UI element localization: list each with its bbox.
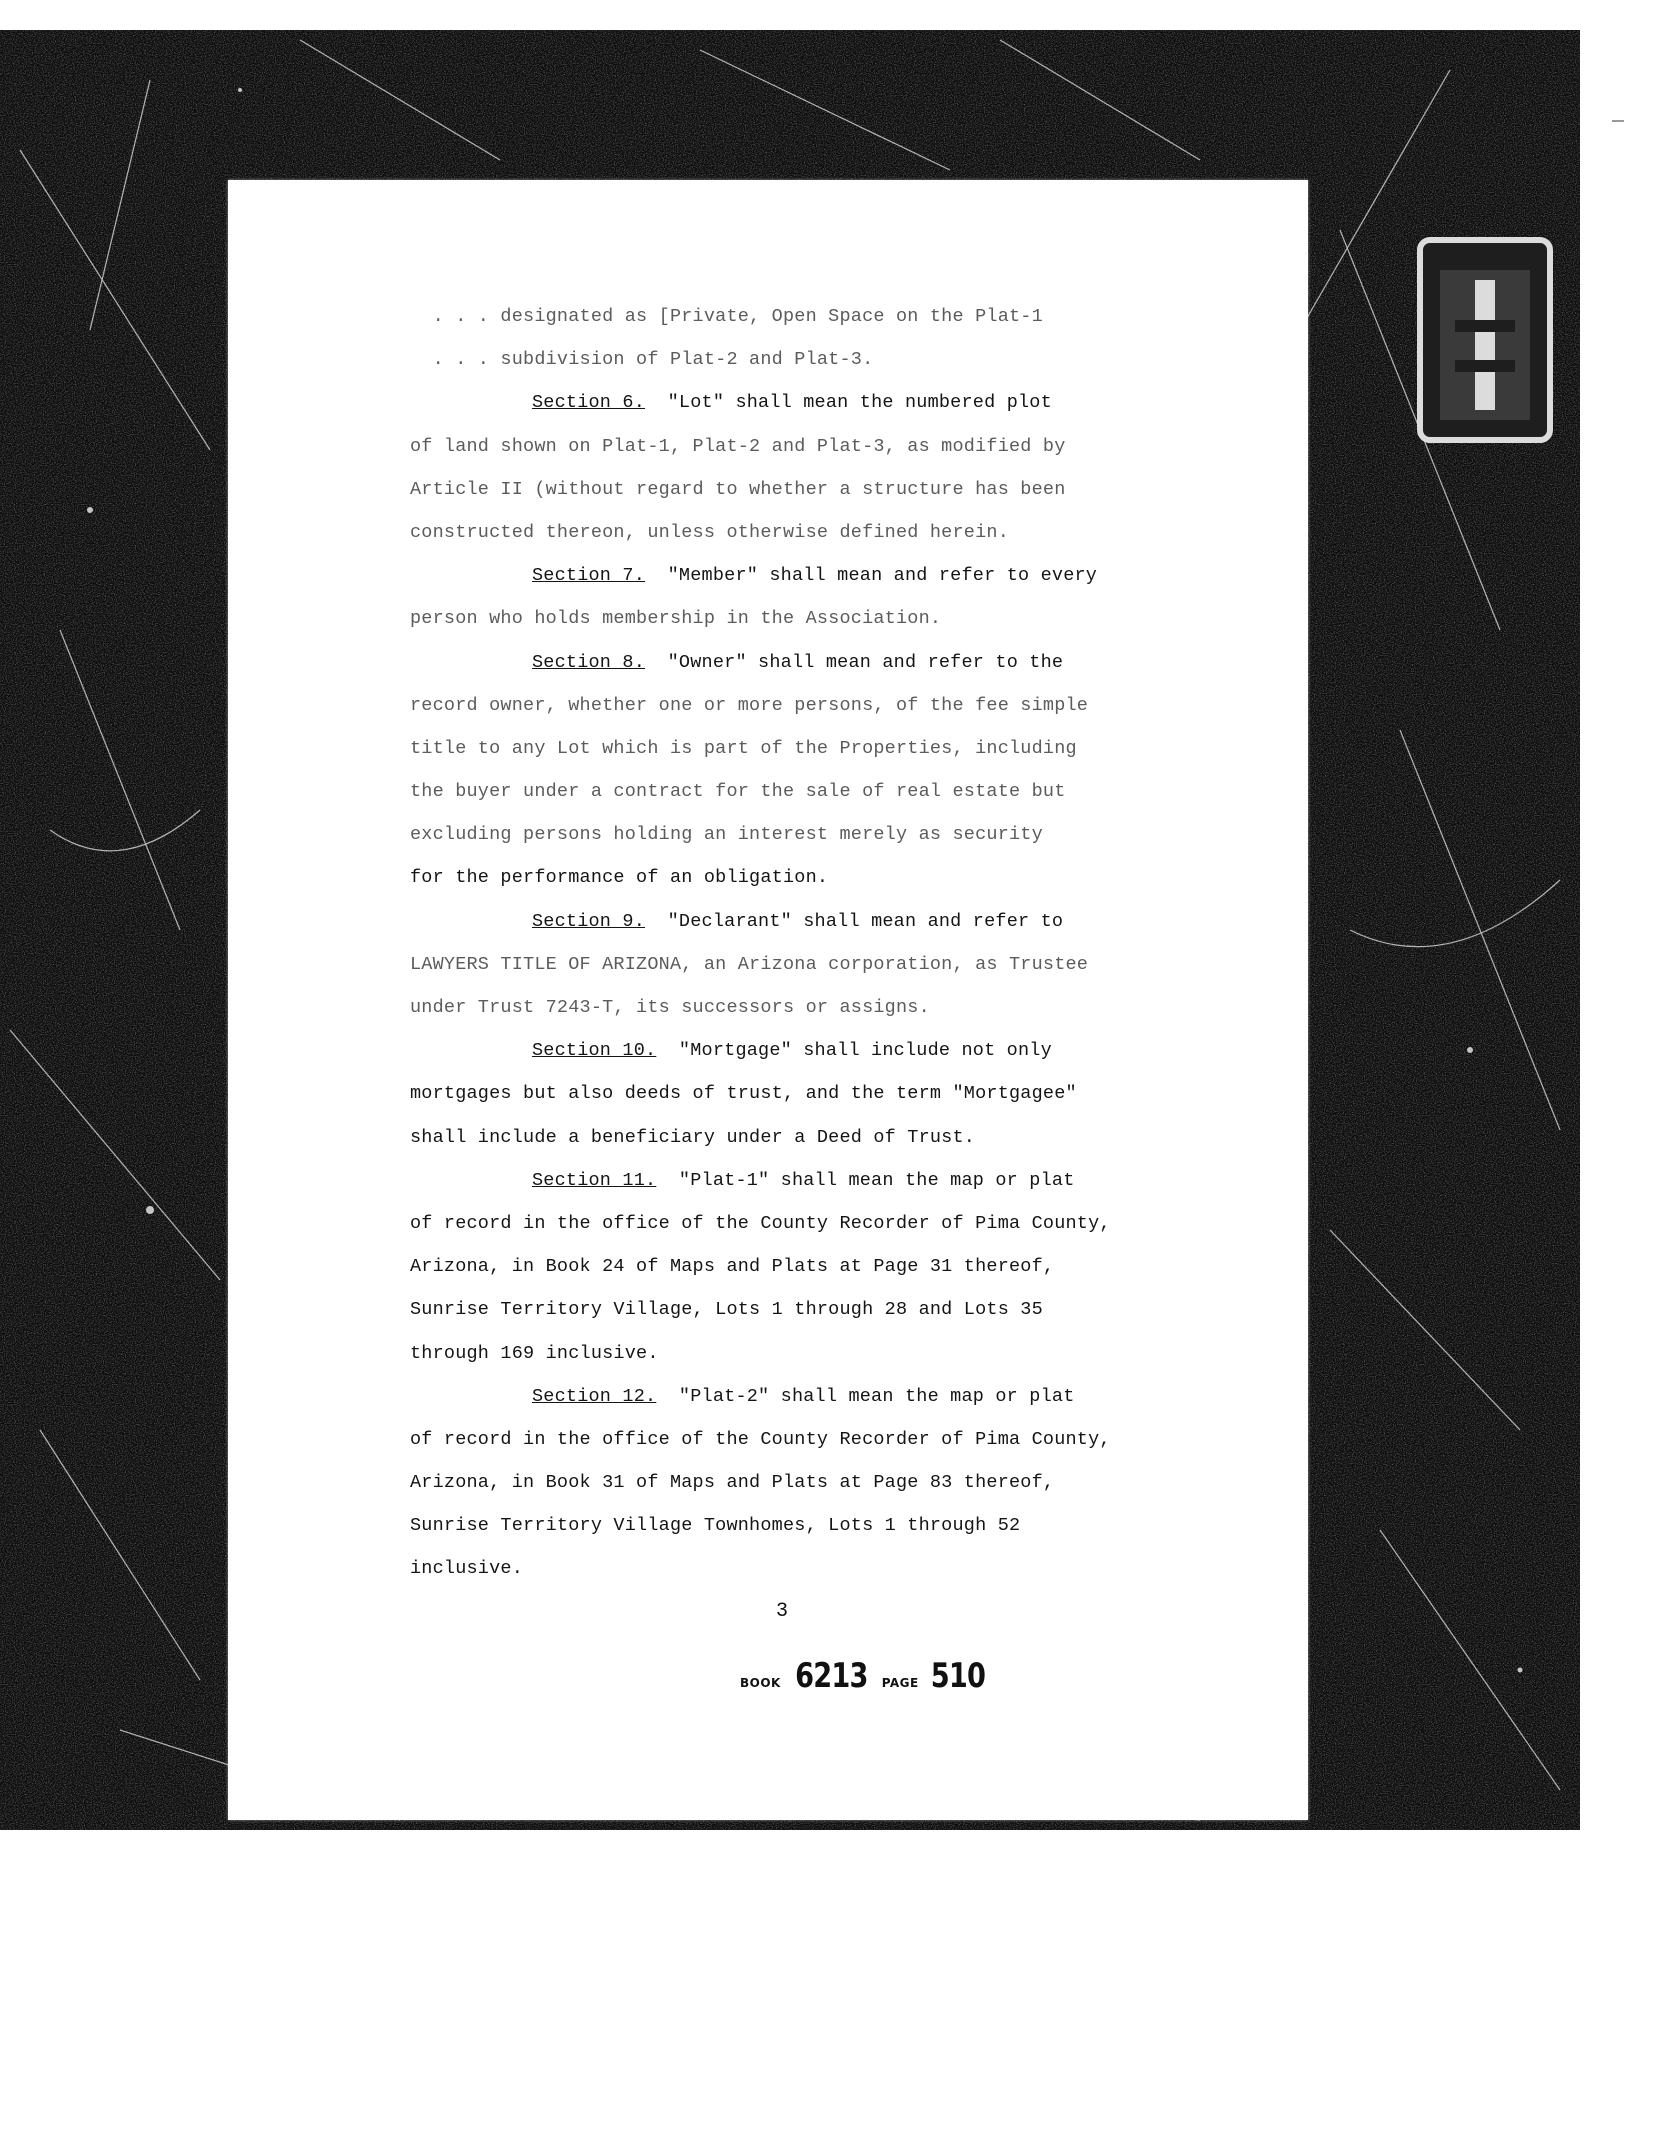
- text-line: [410, 1245, 1240, 1288]
- section-heading: Section 12.: [532, 1385, 657, 1407]
- line-text: record owner, whether one or more persons, of the fee simple: [410, 694, 1089, 716]
- section-heading: Section 10.: [532, 1040, 657, 1062]
- text-line: [410, 1288, 1240, 1331]
- text-line: [410, 1547, 1240, 1590]
- line-text: of record in the office of the County Recorder of Pima County,: [410, 1212, 1111, 1234]
- badge-graphic: [1420, 240, 1550, 440]
- section-heading: Section 6.: [532, 392, 646, 414]
- text-line: [410, 381, 1240, 424]
- text-line: [410, 1116, 1240, 1159]
- line-text: shall include a beneficiary under a Deed of Trust.: [410, 1126, 976, 1148]
- text-line: [410, 1029, 1240, 1072]
- text-line: [410, 813, 1240, 856]
- line-text: "Mortgage" shall include not only: [656, 1040, 1052, 1062]
- line-text: the buyer under a contract for the sale of real estate but: [410, 781, 1066, 803]
- line-text: inclusive.: [410, 1558, 524, 1580]
- line-text: for the performance of an obligation.: [410, 867, 829, 889]
- section-heading: Section 11.: [532, 1169, 657, 1191]
- line-text: . . . subdivision of Plat-2 and Plat-3.: [410, 349, 874, 371]
- line-text: constructed thereon, unless otherwise defined herein.: [410, 521, 1009, 543]
- page-number: 3: [776, 1600, 789, 1623]
- text-line: [410, 425, 1240, 468]
- margin-mark: [1612, 120, 1624, 122]
- text-line: [410, 1072, 1240, 1115]
- line-text: title to any Lot which is part of the Properties, including: [410, 737, 1077, 759]
- document-body: [410, 295, 1240, 1591]
- line-text: "Member" shall mean and refer to every: [645, 565, 1098, 587]
- line-text: of record in the office of the County Recorder of Pima County,: [410, 1428, 1111, 1450]
- line-text: LAWYERS TITLE OF ARIZONA, an Arizona corporation, as Trustee: [410, 953, 1089, 975]
- line-text: "Plat-2" shall mean the map or plat: [656, 1385, 1075, 1407]
- text-line: [410, 1375, 1240, 1418]
- line-text: through 169 inclusive.: [410, 1342, 659, 1364]
- line-text: "Declarant" shall mean and refer to: [645, 910, 1064, 932]
- stamp-page-number: 510: [930, 1656, 985, 1696]
- text-line: [410, 986, 1240, 1029]
- line-text: . . . designated as [Private, Open Space on the Plat-1: [410, 306, 1043, 327]
- text-line: [410, 684, 1240, 727]
- recording-stamp: [740, 1656, 992, 1696]
- section-heading: Section 9.: [532, 910, 646, 932]
- text-line: [410, 338, 1240, 381]
- text-line: [410, 900, 1240, 943]
- stamp-page-label: PAGE: [881, 1676, 919, 1690]
- section-heading: Section 7.: [532, 565, 646, 587]
- text-line: [410, 727, 1240, 770]
- line-text: under Trust 7243-T, its successors or assigns.: [410, 997, 930, 1018]
- text-line: [410, 468, 1240, 511]
- text-line: [410, 856, 1240, 899]
- line-text: person who holds membership in the Association.: [410, 608, 942, 630]
- text-line: [410, 1418, 1240, 1461]
- line-text: Arizona, in Book 24 of Maps and Plats at Page 31 thereof,: [410, 1256, 1055, 1278]
- text-line: [410, 554, 1240, 597]
- line-text: excluding persons holding an interest merely as security: [410, 824, 1043, 846]
- text-line: [410, 1202, 1240, 1245]
- line-text: Article II (without regard to whether a structure has been: [410, 478, 1066, 500]
- line-text: "Lot" shall mean the numbered plot: [645, 392, 1052, 414]
- text-line: [410, 1504, 1240, 1547]
- text-line: [410, 641, 1240, 684]
- text-line: [410, 943, 1240, 986]
- line-text: Arizona, in Book 31 of Maps and Plats at Page 83 thereof,: [410, 1472, 1055, 1494]
- line-text: "Owner" shall mean and refer to the: [645, 651, 1064, 673]
- text-line: [410, 770, 1240, 813]
- text-line: [410, 1461, 1240, 1504]
- text-line: [410, 295, 1240, 338]
- line-text: mortgages but also deeds of trust, and the term "Mortgagee": [410, 1083, 1077, 1105]
- text-line: [410, 1159, 1240, 1202]
- line-text: "Plat-1" shall mean the map or plat: [656, 1169, 1075, 1191]
- line-text: Sunrise Territory Village Townhomes, Lots 1 through 52: [410, 1515, 1021, 1537]
- stamp-book-number: 6213: [795, 1656, 868, 1696]
- text-line: [410, 511, 1240, 554]
- stamp-book-label: BOOK: [740, 1676, 781, 1690]
- text-line: [410, 1332, 1240, 1375]
- line-text: of land shown on Plat-1, Plat-2 and Plat-3, as modified by: [410, 435, 1066, 457]
- section-heading: Section 8.: [532, 651, 646, 673]
- text-line: [410, 597, 1240, 640]
- line-text: Sunrise Territory Village, Lots 1 through 28 and Lots 35: [410, 1299, 1043, 1321]
